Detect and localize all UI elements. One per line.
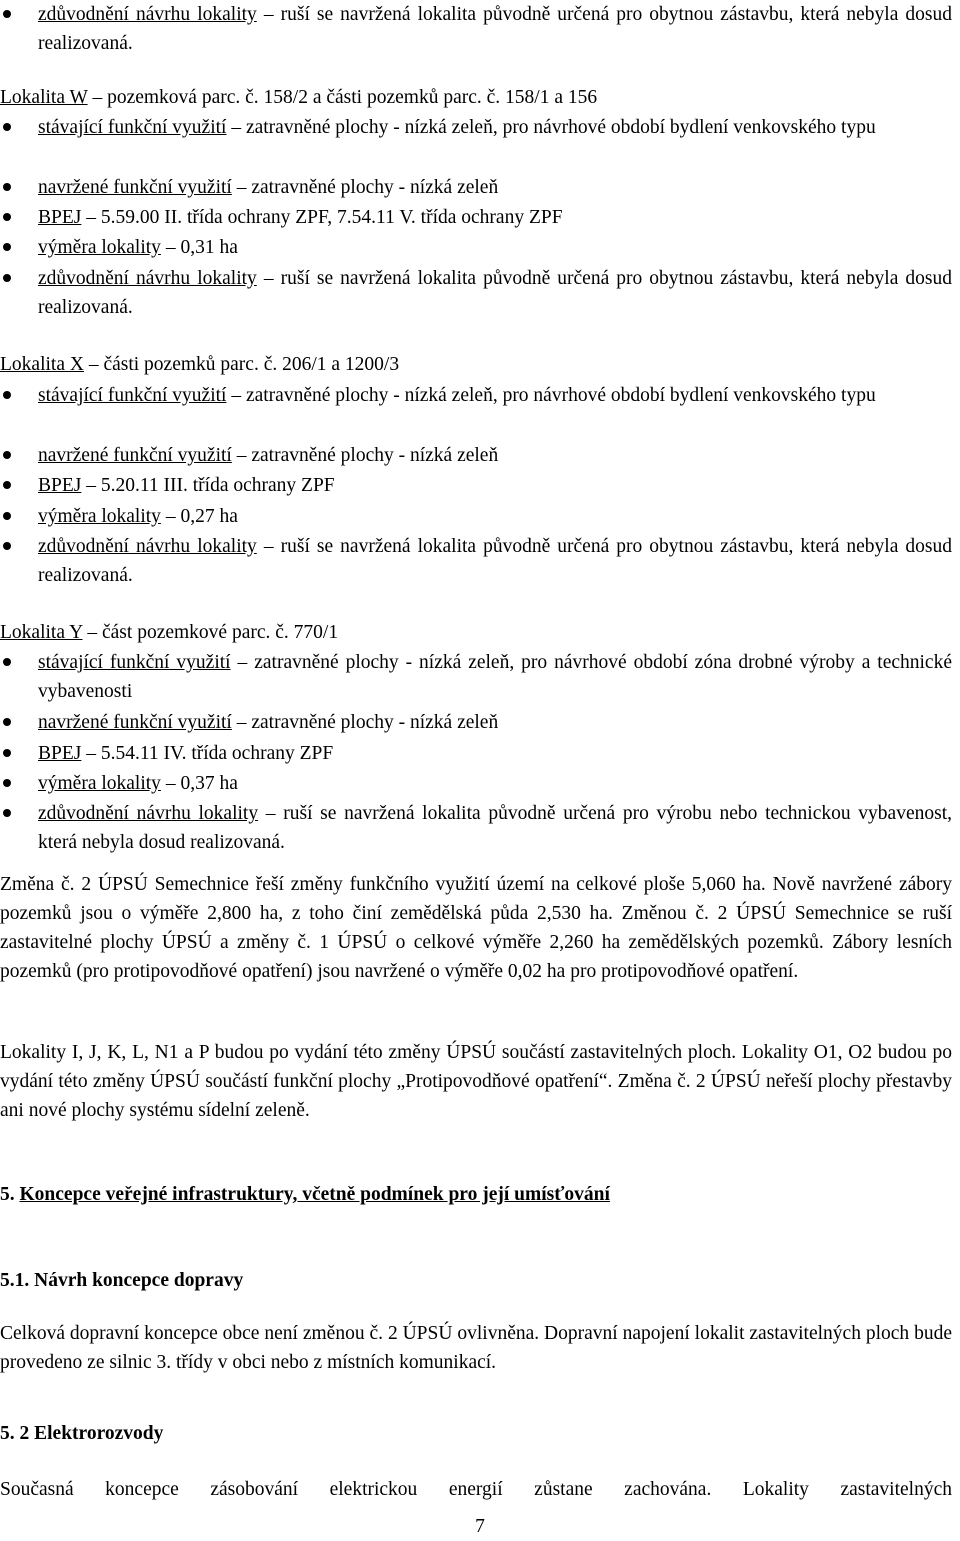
bullet-icon: [3, 809, 11, 817]
bullet-icon: [3, 274, 11, 282]
field-label: zdůvodnění návrhu lokality: [38, 268, 257, 289]
field-value: 0,31 ha: [180, 237, 238, 258]
lokalita-x-bpej-item: BPEJ – 5.20.11 III. třída ochrany ZPF: [0, 471, 952, 500]
field-value: 5.20.11 III. třída ochrany ZPF: [100, 475, 335, 496]
lokality-paragraph: Lokality I, J, K, L, N1 a P budou po vydání této změny ÚPSÚ součástí zastavitelných ploch. Lokality O1, O2 budou po vydání této změny ÚPSÚ součástí funkční plochy „Protipovodňové opatření“. Změna č. 2 ÚPSÚ neřeší plochy přestavby ani nové plochy systému sídelní zeleně.: [0, 1042, 952, 1121]
lokalita-title: Lokalita W: [0, 87, 88, 108]
field-value: 5.59.00 II. třída ochrany ZPF, 7.54.11 V. třída ochrany ZPF: [100, 207, 563, 228]
bullet-icon: [3, 10, 11, 18]
field-value: zatravněné plochy - nízká zeleň, pro návrhové období bydlení venkovského typu: [245, 117, 876, 138]
field-value: 0,37 ha: [180, 773, 238, 794]
bullet-icon: [3, 391, 11, 399]
field-label: stávající funkční využití: [38, 117, 227, 138]
bullet-icon: [3, 123, 11, 131]
section-5-2-paragraph: Současná koncepce zásobování elektrickou energií zůstane zachována. Lokality zastavitelných: [0, 1479, 952, 1500]
field-label: stávající funkční využití: [38, 652, 231, 673]
lokalita-w-zduvodneni-item: zdůvodnění návrhu lokality – ruší se navržená lokalita původně určená pro obytnou zástavbu, která nebyla dosud realizovaná.: [0, 264, 952, 322]
field-label: výměra lokality: [38, 237, 161, 258]
lokalita-y-navrzene-item: navržené funkční využití – zatravněné plochy - nízká zeleň: [0, 708, 952, 737]
field-label: zdůvodnění návrhu lokality: [38, 536, 257, 557]
lokalita-y-vymera-item: výměra lokality – 0,37 ha: [0, 769, 952, 798]
field-label: navržené funkční využití: [38, 177, 232, 198]
lokalita-title: Lokalita X: [0, 354, 84, 375]
field-label: výměra lokality: [38, 506, 161, 527]
field-value: ruší se navržená lokalita původně určená pro obytnou zástavbu, která nebyla dosud realizovaná.: [38, 536, 953, 586]
field-label: BPEJ: [38, 743, 82, 764]
bullet-icon: [3, 512, 11, 520]
bullet-icon: [3, 183, 11, 191]
page-number: 7: [475, 1516, 485, 1537]
bullet-icon: [3, 451, 11, 459]
field-value: zatravněné plochy - nízká zeleň: [251, 177, 499, 198]
field-label: BPEJ: [38, 475, 82, 496]
lokalita-w-bpej-item: BPEJ – 5.59.00 II. třída ochrany ZPF, 7.54.11 V. třída ochrany ZPF: [0, 203, 952, 232]
summary-paragraph: Změna č. 2 ÚPSÚ Semechnice řeší změny funkčního využití území na celkové ploše 5,060 ha. Nově navržené zábory pozemků jsou o výměře 2,800 ha, z toho činí zemědělská půda 2,530 ha. Změnou č. 2 ÚPSÚ Semechnice se ruší zastavitelné plochy ÚPSÚ a změny č. 1 ÚPSÚ o celkové výměře 2,260 ha zemědělských pozemků. Zábory lesních pozemků (pro protipovodňové opatření) jsou navržené o výměře 0,02 ha pro protipovodňové opatření.: [0, 874, 952, 982]
field-value: zatravněné plochy - nízká zeleň, pro návrhové období bydlení venkovského typu: [245, 385, 876, 406]
lokalita-subtitle: pozemková parc. č. 158/2 a části pozemků parc. č. 158/1 a 156: [107, 87, 598, 108]
field-label: stávající funkční využití: [38, 385, 227, 406]
field-label: BPEJ: [38, 207, 82, 228]
field-value: ruší se navržená lokalita původně určená pro výrobu nebo technickou vybavenost, která nebyla dosud realizovaná.: [38, 803, 953, 853]
bullet-icon: [3, 481, 11, 489]
lokalita-x-zduvodneni-item: zdůvodnění návrhu lokality – ruší se navržená lokalita původně určená pro obytnou zástavbu, která nebyla dosud realizovaná.: [0, 532, 952, 590]
lokalita-x-navrzene-item: navržené funkční využití – zatravněné plochy - nízká zeleň: [0, 441, 952, 470]
lokalita-w-heading: Lokalita W – pozemková parc. č. 158/2 a části pozemků parc. č. 158/1 a 156: [0, 87, 598, 108]
field-value: 5.54.11 IV. třída ochrany ZPF: [100, 743, 334, 764]
field-value: zatravněné plochy - nízká zeleň: [251, 712, 499, 733]
lokalita-y-bpej-item: BPEJ – 5.54.11 IV. třída ochrany ZPF: [0, 739, 952, 768]
lokalita-v-zduvodneni-item: zdůvodnění návrhu lokality – ruší se navržená lokalita původně určená pro obytnou zástavbu, která nebyla dosud realizovaná.: [0, 0, 952, 58]
field-label: výměra lokality: [38, 773, 161, 794]
section-5-1-paragraph: Celková dopravní koncepce obce není změnou č. 2 ÚPSÚ ovlivněna. Dopravní napojení lokalit zastavitelných ploch bude provedeno ze silnic 3. třídy v obci nebo z místních komunikací.: [0, 1323, 952, 1373]
field-value: ruší se navržená lokalita původně určená pro obytnou zástavbu, která nebyla dosud realizovaná.: [38, 268, 953, 318]
lokalita-x-vymera-item: výměra lokality – 0,27 ha: [0, 502, 952, 531]
bullet-icon: [3, 542, 11, 550]
field-value: zatravněné plochy - nízká zeleň, pro návrhové období zóna drobné výroby a technické vybavenosti: [38, 652, 952, 702]
bullet-icon: [3, 243, 11, 251]
lokalita-w-stavajici-item: stávající funkční využití – zatravněné plochy - nízká zeleň, pro návrhové období bydlení venkovského typu: [0, 113, 952, 142]
lokalita-y-heading: Lokalita Y – část pozemkové parc. č. 770/1: [0, 622, 339, 643]
lokalita-subtitle: část pozemkové parc. č. 770/1: [102, 622, 339, 643]
lokalita-y-zduvodneni-item: zdůvodnění návrhu lokality – ruší se navržená lokalita původně určená pro výrobu nebo technickou vybavenost, která nebyla dosud realizovaná.: [0, 799, 952, 857]
bullet-icon: [3, 213, 11, 221]
bullet-icon: [3, 658, 11, 666]
field-value: ruší se navržená lokalita původně určená pro obytnou zástavbu, která nebyla dosud realizovaná.: [38, 4, 953, 54]
section-title: Koncepce veřejné infrastruktury, včetně podmínek pro její umísťování: [19, 1184, 610, 1205]
lokalita-w-navrzene-item: navržené funkční využití – zatravněné plochy - nízká zeleň: [0, 173, 952, 202]
field-label: zdůvodnění návrhu lokality: [38, 803, 259, 824]
field-label: navržené funkční využití: [38, 712, 232, 733]
field-label: zdůvodnění návrhu lokality: [38, 4, 257, 25]
lokalita-title: Lokalita Y: [0, 622, 83, 643]
field-label: navržené funkční využití: [38, 445, 232, 466]
lokalita-subtitle: části pozemků parc. č. 206/1 a 1200/3: [103, 354, 400, 375]
lokalita-x-heading: Lokalita X – části pozemků parc. č. 206/1 a 1200/3: [0, 354, 400, 375]
lokalita-x-stavajici-item: stávající funkční využití – zatravněné plochy - nízká zeleň, pro návrhové období bydlení venkovského typu: [0, 381, 952, 410]
section-5-1-heading: 5.1. Návrh koncepce dopravy: [0, 1270, 244, 1291]
section-5-heading: [0, 1180, 952, 1209]
field-value: zatravněné plochy - nízká zeleň: [251, 445, 499, 466]
bullet-icon: [3, 779, 11, 787]
bullet-icon: [3, 718, 11, 726]
lokalita-y-stavajici-item: stávající funkční využití – zatravněné plochy - nízká zeleň, pro návrhové období zóna drobné výroby a technické vybavenosti: [0, 648, 952, 706]
field-value: 0,27 ha: [180, 506, 238, 527]
section-5-2-heading: 5. 2 Elektrorozvody: [0, 1423, 164, 1444]
bullet-icon: [3, 749, 11, 757]
lokalita-w-vymera-item: výměra lokality – 0,31 ha: [0, 233, 952, 262]
section-number: 5.: [0, 1184, 15, 1205]
